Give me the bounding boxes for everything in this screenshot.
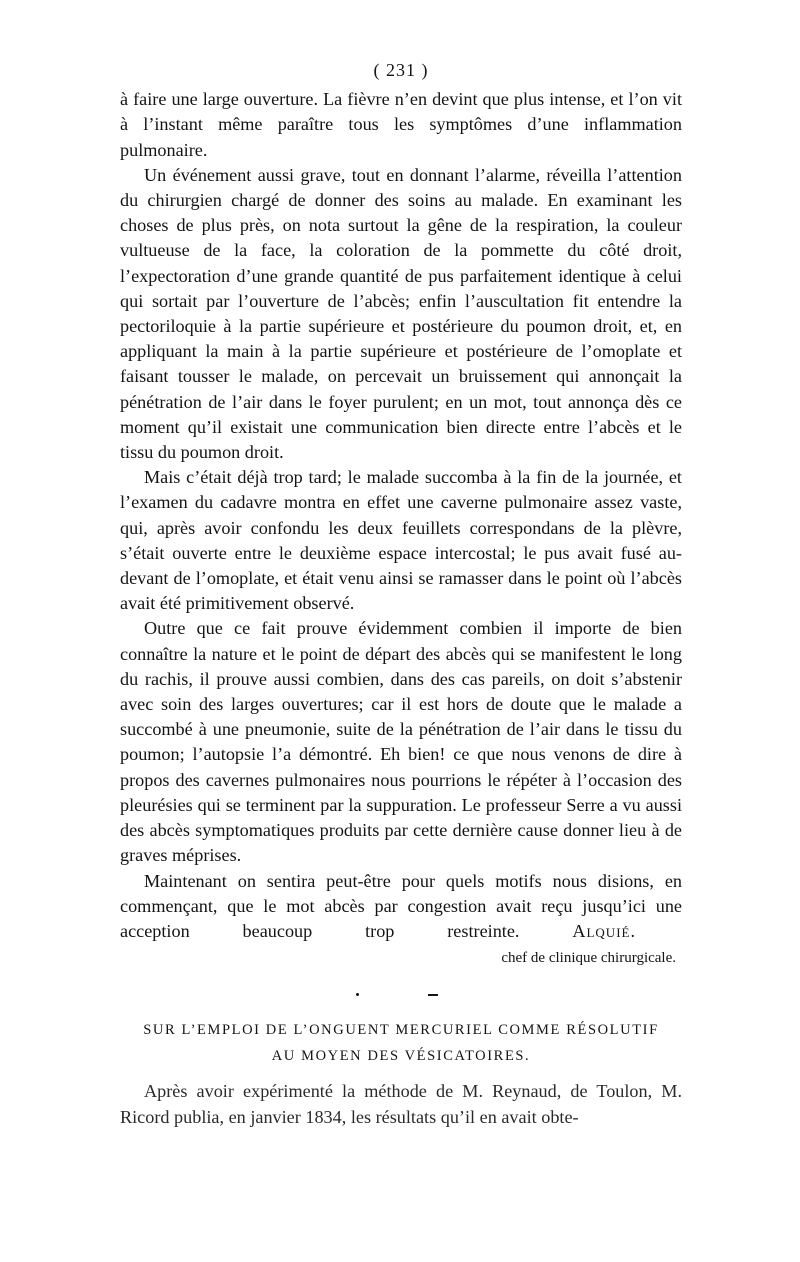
paragraph-conclusion: Outre que ce fait prouve évidemment combien il importe de bien connaître la nature et le point de départ des abcès qui se manifestent le long du rachis, il prouve aussi combien, dans des cas pareils, on doit s’abstenir avec soin des larges ouvertures; car il est hors de doute que le malade a succombé à une pneumonie, suite de la pénétration de l’air dans le tissu du poumon; l’autopsie l’a démontré. Eh bien! ce que nous venons de dire à propos des cavernes pulmonaires nous pourrions le répéter à l’occasion des pleurésies qui se terminent par la suppuration. Le professeur Serre a vu aussi des abcès symptomatiques produits par cette dernière cause donner lieu à de graves méprises.	[120, 618, 682, 866]
section-title-line-2: AU MOYEN DES VÉSICATOIRES.	[271, 1048, 531, 1065]
paragraph-continuation: à faire une large ouverture. La fièvre n’en devint que plus intense, et l’on vit à l’instant même paraître tous les symptômes d’une inflammation pulmonaire.	[120, 89, 682, 160]
final-paragraph-text: Maintenant on sentira peut-être pour quels motifs nous disions, en commençant, que le mot abcès par congestion avait reçu jusqu’ici une acception beaucoup trop restreinte.	[120, 870, 682, 941]
paragraph-grave-event: Un événement aussi grave, tout en donnant l’alarme, réveilla l’attention du chirurgien chargé de donner des soins au malade. En examinant les choses de plus près, on nota surtout la gêne de la respiration, la couleur vultueuse de la face, la coloration de la pommette du côté droit, l’expectoration d’une grande quantité de pus parfaitement identique à celui qui sortait par l’ouverture de l’abcès; enfin l’auscultation fit entendre la pectoriloquie à la partie supérieure et postérieure du poumon droit, et, en appliquant la main à la partie supérieure et postérieure de l’omoplate et faisant tousser le malade, on percevait un bruissement qui annonçait la pénétration de l’air dans le foyer purulent; en un mot, tout annonça dès ce moment qu’il existait une communication bien directe entre l’abcès et le tissu du poumon droit.	[120, 164, 682, 463]
section-separator	[120, 971, 682, 1011]
separator-dot	[356, 993, 359, 996]
section-title	[120, 1017, 682, 1069]
page-number: ( 231 )	[373, 60, 429, 80]
paragraph-too-late: Mais c’était déjà trop tard; le malade succomba à la fin de la journée, et l’examen du cadavre montra en effet une caverne pulmonaire assez vaste, qui, après avoir confondu les deux feuillets correspondans de la plèvre, s’était ouverte entre le deuxième espace intercostal; le pus avait fusé au-devant de l’omoplate, et était venu ainsi se ramasser dans le point où l’abcès avait été primitivement observé.	[120, 467, 682, 614]
paragraph-new-section: Après avoir expérimenté la méthode de M. Reynaud, de Toulon, M. Ricord publia, en janvier 1834, les résultats qu’il en avait obte-	[120, 1081, 682, 1127]
separator-dash	[428, 994, 438, 996]
document-page	[120, 58, 682, 1130]
author-affiliation: chef de clinique chirurgicale.	[501, 950, 676, 967]
author-signature: Alquié.	[572, 920, 637, 941]
section-title-line-1: SUR L’EMPLOI DE L’ONGUENT MERCURIEL COMME RÉSOLUTIF	[143, 1022, 659, 1039]
final-paragraph	[120, 869, 682, 945]
